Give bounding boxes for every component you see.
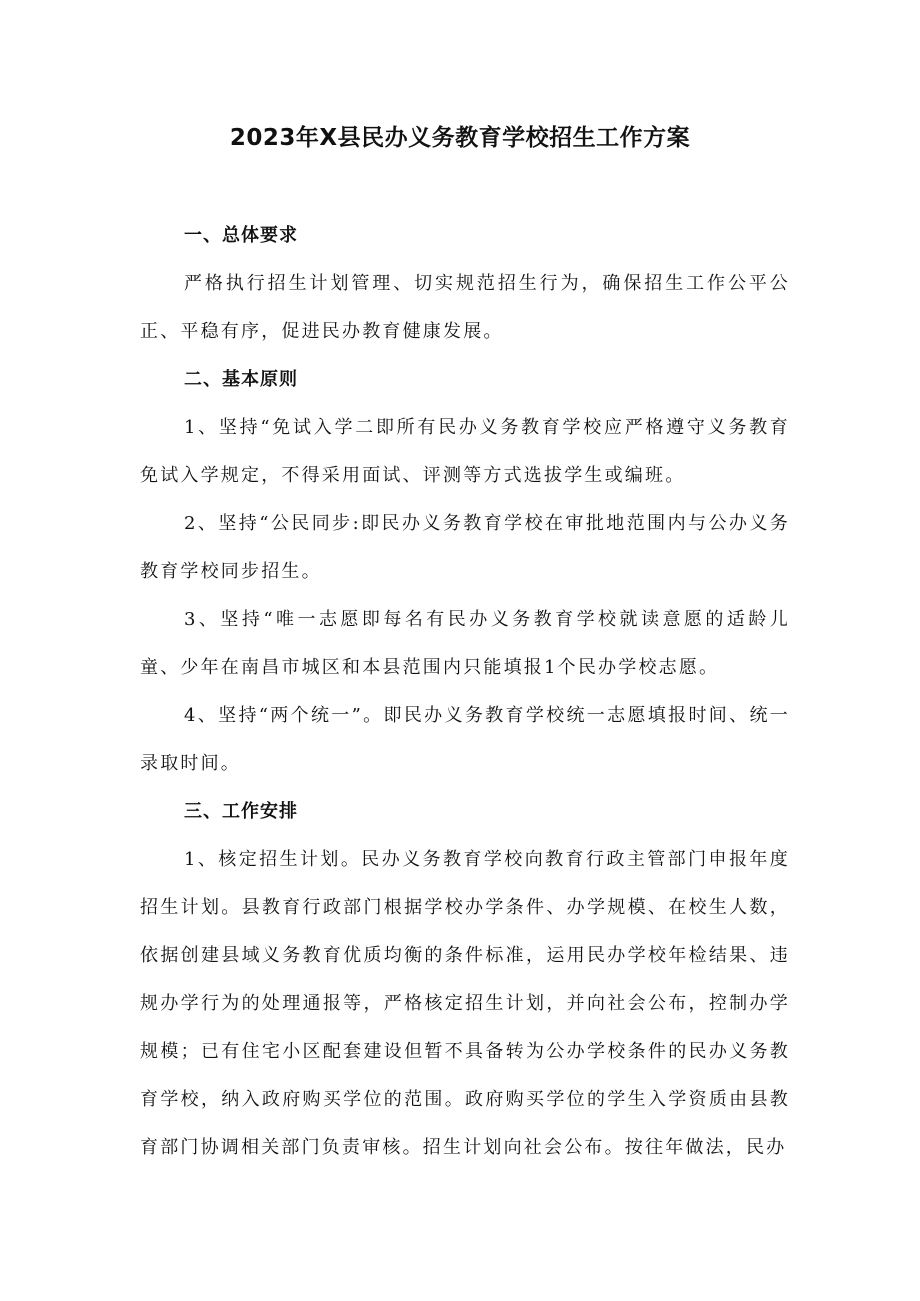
section-heading: 二、基本原则 <box>184 369 298 390</box>
paragraph: 1、坚持“免试入学二即所有民办义务教育学校应严格遵守义务教育免试入学规定，不得采用面试、评测等方式选拔学生或编班。 <box>140 417 790 486</box>
paragraph: 1、核定招生计划。民办义务教育学校向教育行政主管部门申报年度招生计划。县教育行政部门根据学校办学条件、办学规模、在校生人数，依据创建县域义务教育优质均衡的条件标准，运用民办学校年检结果、违规办学行为的处理通报等，严格核定招生计划，并向社会公布，控制办学规模；已有住宅小区配套建设但暂不具备转为公办学校条件的民办义务教育学校，纳入政府购买学位的范围。政府购买学位的学生入学资质由县教育部门协调相关部门负责审核。招生计划向社会公布。按往年做法，民办 <box>140 849 790 1158</box>
document-title: 2023年X县民办义务教育学校招生工作方案 <box>229 125 691 151</box>
section-work-arrangements <box>140 788 790 1172</box>
paragraph: 2、坚持“公民同步:即民办义务教育学校在审批地范围内与公办义务教育学校同步招生。 <box>140 513 790 582</box>
section-general-requirements <box>140 212 790 356</box>
document-body <box>140 212 790 1172</box>
section-heading: 一、总体要求 <box>184 225 298 246</box>
paragraph: 4、坚持“两个统一”。即民办义务教育学校统一志愿填报时间、统一录取时间。 <box>140 705 790 774</box>
section-basic-principles <box>140 356 790 788</box>
paragraph: 3、坚持“唯一志愿即每名有民办义务教育学校就读意愿的适龄儿童、少年在南昌市城区和本县范围内只能填报1个民办学校志愿。 <box>140 609 790 678</box>
paragraph: 严格执行招生计划管理、切实规范招生行为，确保招生工作公平公正、平稳有序，促进民办教育健康发展。 <box>140 273 790 342</box>
section-heading: 三、工作安排 <box>184 801 298 822</box>
